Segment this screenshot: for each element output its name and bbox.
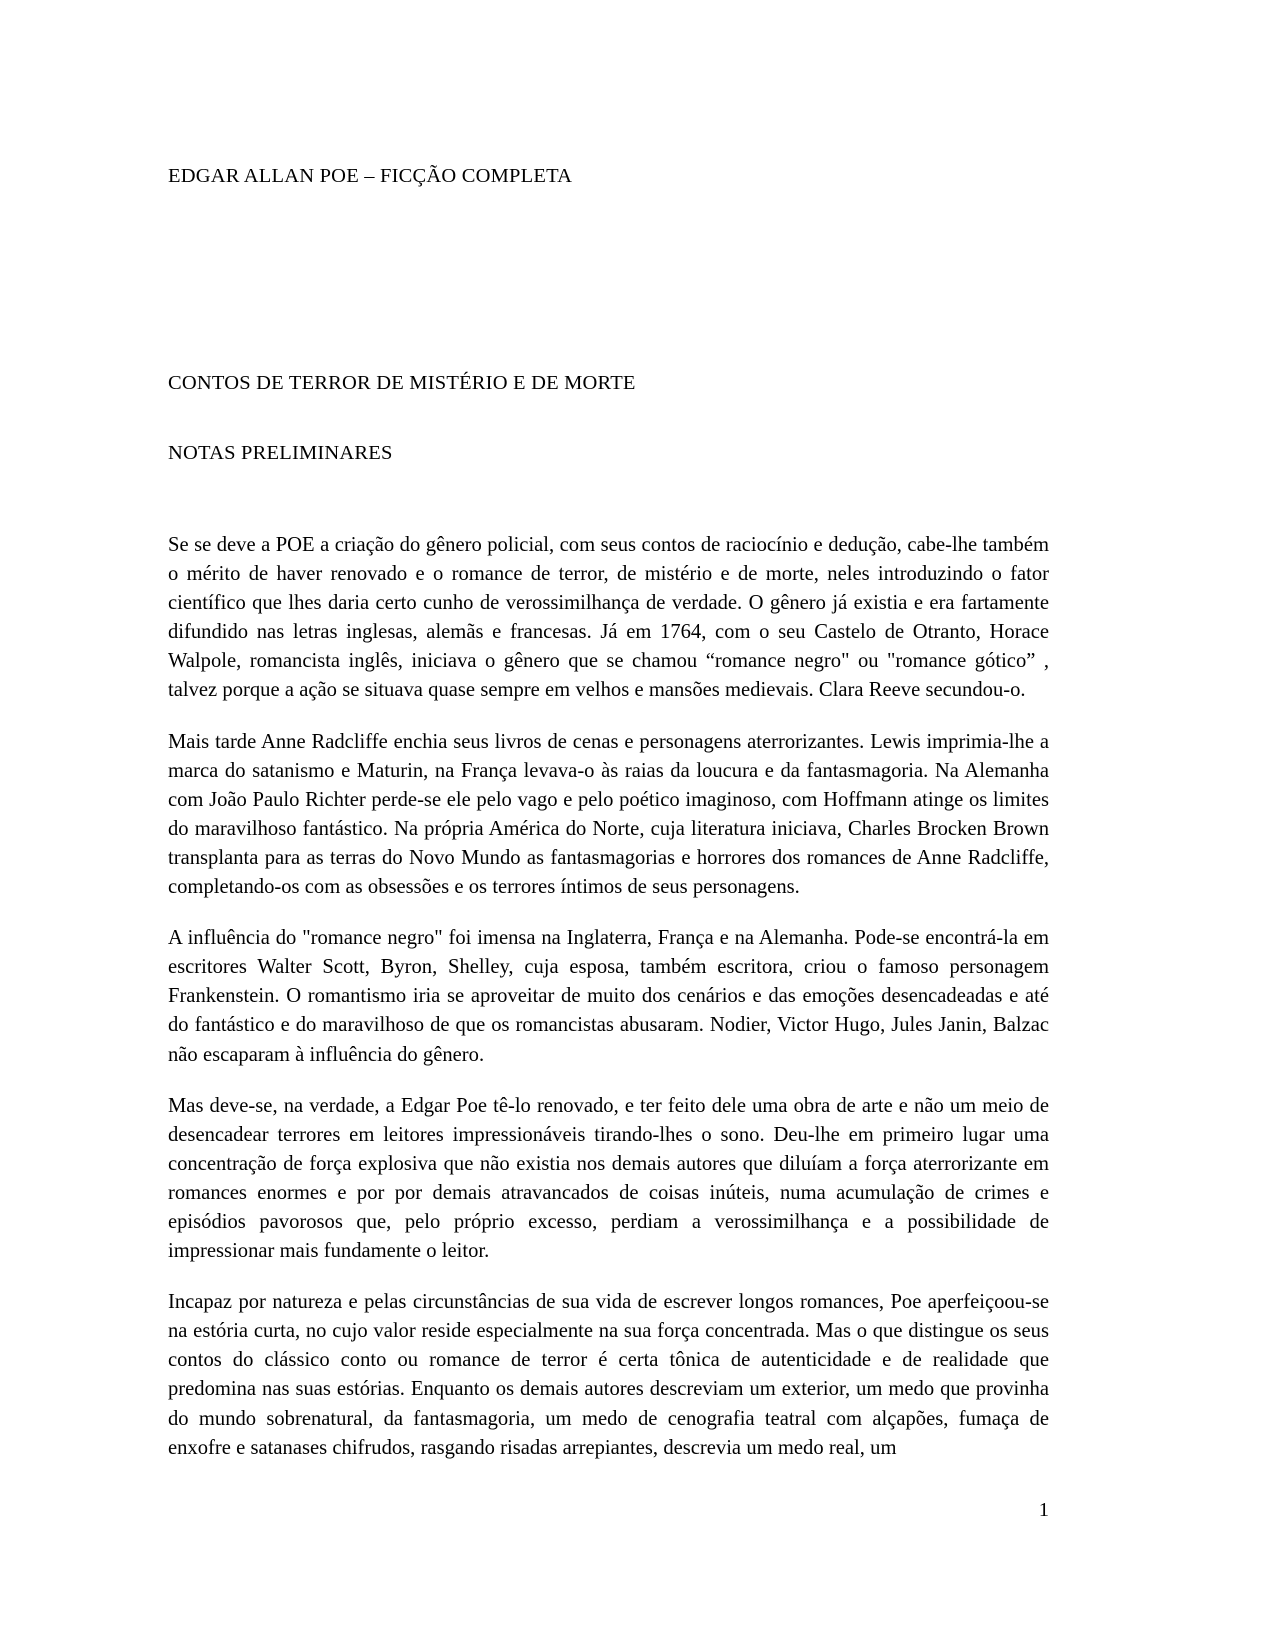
section-title: CONTOS DE TERROR DE MISTÉRIO E DE MORTE bbox=[168, 372, 636, 394]
paragraph: A influência do "romance negro" foi imensa na Inglaterra, França e na Alemanha. Pode-se encontrá-la em escritores Walter Scott, Byron, Shelley, cuja esposa, também escritora, criou o famoso personagem Frankenstein. O romantismo iria se aproveitar de muito dos cenários e das emoções desencadeadas e até do fantástico e do maravilhoso de que os romancistas abusaram. Nodier, Victor Hugo, Jules Janin, Balzac não escaparam à influência do gênero. bbox=[168, 927, 1049, 1066]
running-head: EDGAR ALLAN POE – FICÇÃO COMPLETA bbox=[168, 165, 573, 187]
paragraph: Mas deve-se, na verdade, a Edgar Poe tê-lo renovado, e ter feito dele uma obra de arte e não um meio de desencadear terrores em leitores impressionáveis tirando-lhes o sono. Deu-lhe em primeiro lugar uma concentração de força explosiva que não existia nos demais autores que diluíam a força aterrorizante em romances enormes e por por demais atravancados de coisas inúteis, numa acumulação de crimes e episódios pavorosos que, pelo próprio excesso, perdiam a verossimilhança e a possibilidade de impressionar mais fundamente o leitor. bbox=[168, 1094, 1049, 1263]
page-number: 1 bbox=[1038, 1499, 1049, 1521]
paragraph: Se se deve a POE a criação do gênero policial, com seus contos de raciocínio e dedução, cabe-lhe também o mérito de haver renovado e o romance de terror, de mistério e de morte, neles introduzindo o fator científico que lhes daria certo cunho de verossimilhança de verdade. O gênero já existia e era fartamente difundido nas letras inglesas, alemãs e francesas. Já em 1764, com o seu Castelo de Otranto, Horace Walpole, romancista inglês, iniciava o gênero que se chamou “romance negro" ou "romance gótico” , talvez porque a ação se situava quase sempre em velhos e mansões medievais. Clara Reeve secundou-o. bbox=[168, 534, 1049, 702]
body-text bbox=[168, 531, 1049, 1463]
subsection-title: NOTAS PRELIMINARES bbox=[168, 442, 393, 464]
paragraph: Incapaz por natureza e pelas circunstâncias de sua vida de escrever longos romances, Poe aperfeiçoou-se na estória curta, no cujo valor reside especialmente na sua força concentrada. Mas o que distingue os seus contos do clássico conto ou romance de terror é certa tônica de autenticidade e de realidade que predomina nas suas estórias. Enquanto os demais autores descreviam um exterior, um medo que provinha do mundo sobrenatural, da fantasmagoria, um medo de cenografia teatral com alçapões, fumaça de enxofre e satanases chifrudos, rasgando risadas arrepiantes, descrevia um medo real, um bbox=[168, 1291, 1049, 1459]
paragraph: Mais tarde Anne Radcliffe enchia seus livros de cenas e personagens aterrorizantes. Lewis imprimia-lhe a marca do satanismo e Maturin, na França levava-o às raias da loucura e da fantasmagoria. Na Alemanha com João Paulo Richter perde-se ele pelo vago e pelo poético imaginoso, com Hoffmann atinge os limites do maravilhoso fantástico. Na própria América do Norte, cuja literatura iniciava, Charles Brocken Brown transplanta para as terras do Novo Mundo as fantasmagorias e horrores dos romances de Anne Radcliffe, completando-os com as obsessões e os terrores íntimos de seus personagens. bbox=[168, 730, 1049, 899]
